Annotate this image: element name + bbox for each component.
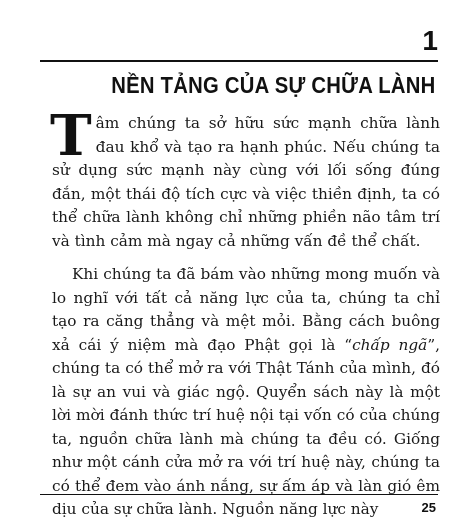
footer-rule <box>40 494 438 495</box>
drop-cap: T <box>50 103 92 169</box>
header-rule <box>40 60 438 62</box>
body-text <box>50 103 440 532</box>
chapter-title: NỀN TẢNG CỦA SỰ CHỮA LÀNH <box>111 72 436 98</box>
page-number: 25 <box>421 500 436 515</box>
paragraph-2-text-before: Khi chúng ta đã bám vào những mong muốn và lo nghĩ với tất cả năng lực của ta, chúng ta chỉ tạo ra căng thẳng và mệt mỏi. Bằng cách buông xả cái ý niệm mà đạo Phật gọi là “ <box>52 265 440 354</box>
paragraph-2 <box>52 263 440 522</box>
paragraph-1-text: âm chúng ta sở hữu sức mạnh chữa lành đau khổ và tạo ra hạnh phúc. Nếu chúng ta sử dụng sức mạnh này cùng với lối sống đúng đắn, một thái độ tích cực và việc thiền định, ta có thể chữa lành không chỉ những phiền não tâm trí và tình cảm mà ngay cả những vấn đề thể chất. <box>52 114 440 250</box>
chapter-number: 1 <box>422 25 438 56</box>
paragraph-2-text-after: ”, chúng ta có thể mở ra với Thật Tánh của mình, đó là sự an vui và giác ngộ. Quyển sách này là một lời mời đánh thức trí huệ nội tại vốn có của chúng ta, nguồn chữa lành mà chúng ta đều có. Giống như một cánh cửa mở ra với trí huệ này, chúng ta có thể đem vào ánh nắng, sự ấm áp và làn gió êm dịu của sự chữa lành. Nguồn năng lực này <box>52 335 440 518</box>
paragraph-2-emphasis: chấp ngã <box>352 335 428 354</box>
paragraph-1 <box>50 103 440 253</box>
